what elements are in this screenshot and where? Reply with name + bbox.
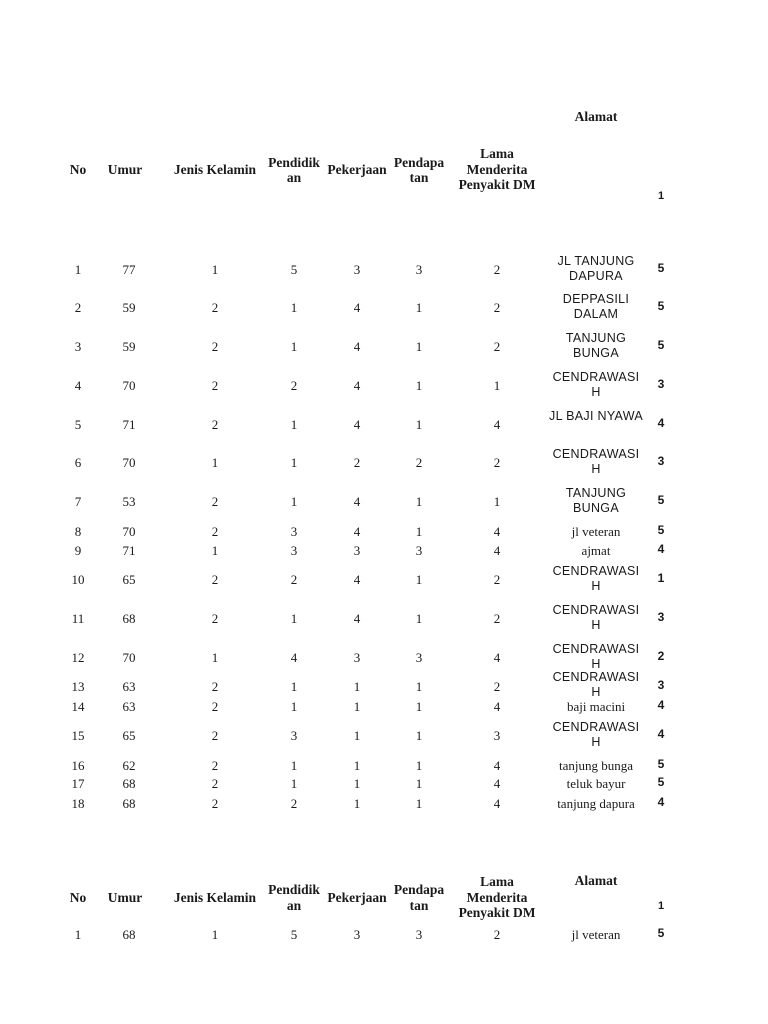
cell-umur: 59: [122, 339, 136, 354]
cell-umur: 63: [122, 699, 136, 714]
cell-pdpt: 1: [415, 378, 423, 393]
cell-last: 5: [657, 261, 665, 275]
cell-lama: 2: [493, 300, 501, 315]
cell-last: 3: [657, 610, 665, 624]
cell-pek: 4: [353, 524, 361, 539]
header-pendapatan-line1: Pendapa: [393, 155, 445, 170]
cell-lama: 2: [493, 611, 501, 626]
cell-umur: 59: [122, 300, 136, 315]
cell-lama: 4: [493, 543, 501, 558]
header-lama-line1: Lama: [480, 146, 514, 161]
cell-last: 5: [657, 493, 665, 507]
header-lama-line2: Menderita: [466, 162, 528, 177]
cell-jk: 2: [211, 378, 219, 393]
cell-no: 1: [74, 262, 82, 277]
cell-pend: 1: [290, 455, 298, 470]
cell-last: 5: [657, 757, 665, 771]
cell-pdpt: 1: [415, 796, 423, 811]
cell-pdpt: 1: [415, 494, 423, 509]
cell-pek: 4: [353, 494, 361, 509]
cell-umur: 68: [122, 927, 136, 942]
cell-pdpt: 3: [415, 262, 423, 277]
cell-alamat: [548, 670, 644, 700]
cell-alamat: CENDRAWASI H: [552, 564, 640, 593]
cell-alamat: DEPPASILI DALAM: [562, 292, 630, 321]
cell-umur: 70: [122, 650, 136, 665]
cell-last: 3: [657, 678, 665, 692]
cell-alamat: CENDRAWASI H: [552, 642, 640, 671]
cell-no: 8: [74, 524, 82, 539]
cell-pend: 1: [290, 776, 298, 791]
cell-pend: 3: [290, 524, 298, 539]
header-last-column: 1: [657, 900, 665, 912]
cell-alamat: JL TANJUNG DAPURA: [557, 254, 635, 283]
header-pendapatan-line1: Pendapa: [393, 882, 445, 897]
cell-pend: 1: [290, 699, 298, 714]
header-pekerjaan: Pekerjaan: [327, 162, 387, 177]
cell-pend: 2: [290, 378, 298, 393]
cell-pdpt: 1: [415, 300, 423, 315]
cell-jk: 2: [211, 699, 219, 714]
cell-pend: 3: [290, 728, 298, 743]
header-pendidikan-line1: Pendidik: [268, 155, 320, 170]
cell-jk: 2: [211, 300, 219, 315]
cell-no: 13: [71, 679, 85, 694]
cell-jk: 2: [211, 728, 219, 743]
cell-jk: 2: [211, 494, 219, 509]
cell-no: 2: [74, 300, 82, 315]
cell-umur: 70: [122, 378, 136, 393]
cell-jk: 2: [211, 758, 219, 773]
cell-umur: 65: [122, 572, 136, 587]
cell-umur: 70: [122, 524, 136, 539]
cell-pdpt: 1: [415, 524, 423, 539]
cell-alamat: CENDRAWASI H: [552, 603, 640, 632]
cell-alamat: tanjung dapura: [557, 796, 635, 811]
cell-pek: 3: [353, 543, 361, 558]
cell-no: 17: [71, 776, 85, 791]
cell-pdpt: 2: [415, 455, 423, 470]
cell-lama: 2: [493, 262, 501, 277]
cell-no: 7: [74, 494, 82, 509]
header-umur: Umur: [107, 890, 143, 905]
header-pendapatan-line2: tan: [409, 170, 429, 185]
cell-pek: 1: [353, 728, 361, 743]
cell-pend: 1: [290, 494, 298, 509]
cell-pdpt: 1: [415, 699, 423, 714]
cell-umur: 77: [122, 262, 136, 277]
cell-pdpt: 3: [415, 543, 423, 558]
cell-umur: 62: [122, 758, 136, 773]
cell-last: 2: [657, 649, 665, 663]
cell-pend: 1: [290, 417, 298, 432]
cell-pek: 4: [353, 417, 361, 432]
cell-pdpt: 1: [415, 728, 423, 743]
cell-no: 15: [71, 728, 85, 743]
cell-alamat: TANJUNG BUNGA: [565, 486, 627, 515]
cell-jk: 2: [211, 796, 219, 811]
cell-last: 4: [657, 542, 665, 556]
cell-lama: 3: [493, 728, 501, 743]
cell-last: 4: [657, 698, 665, 712]
cell-pek: 1: [353, 758, 361, 773]
cell-last: 5: [657, 926, 665, 940]
cell-umur: 65: [122, 728, 136, 743]
cell-pend: 1: [290, 611, 298, 626]
cell-pek: 2: [353, 455, 361, 470]
cell-no: 18: [71, 796, 85, 811]
cell-jk: 2: [211, 776, 219, 791]
cell-pdpt: 3: [415, 650, 423, 665]
cell-last: 4: [657, 795, 665, 809]
cell-pend: 5: [290, 262, 298, 277]
cell-lama: 2: [493, 679, 501, 694]
cell-pend: 1: [290, 758, 298, 773]
cell-lama: 4: [493, 650, 501, 665]
header-pendidikan-line2: an: [286, 170, 302, 185]
cell-pdpt: 1: [415, 679, 423, 694]
cell-jk: 2: [211, 417, 219, 432]
cell-alamat: tanjung bunga: [558, 758, 634, 773]
cell-no: 16: [71, 758, 85, 773]
cell-no: 12: [71, 650, 85, 665]
cell-jk: 2: [211, 679, 219, 694]
cell-pek: 4: [353, 572, 361, 587]
cell-jk: 2: [211, 524, 219, 539]
cell-alamat: jl veteran: [571, 927, 621, 942]
cell-jk: 1: [211, 650, 219, 665]
cell-last: 5: [657, 523, 665, 537]
cell-lama: 1: [493, 378, 501, 393]
cell-alamat: CENDRAWASI H: [552, 720, 640, 749]
cell-no: 1: [74, 927, 82, 942]
cell-jk: 1: [211, 455, 219, 470]
cell-umur: 53: [122, 494, 136, 509]
cell-pek: 3: [353, 927, 361, 942]
header-lama-line3: Penyakit DM: [458, 905, 536, 920]
header-jenis-kelamin: Jenis Kelamin: [173, 890, 257, 905]
cell-lama: 4: [493, 417, 501, 432]
cell-jk: 2: [211, 611, 219, 626]
cell-last: 4: [657, 416, 665, 430]
cell-alamat: CENDRAWASI H: [552, 370, 640, 399]
cell-pend: 2: [290, 796, 298, 811]
cell-lama: 2: [493, 572, 501, 587]
cell-pek: 4: [353, 300, 361, 315]
cell-umur: 68: [122, 776, 136, 791]
cell-last: 4: [657, 727, 665, 741]
cell-umur: 63: [122, 679, 136, 694]
header-no: No: [69, 890, 87, 905]
cell-pek: 1: [353, 679, 361, 694]
cell-alamat: TANJUNG BUNGA: [565, 331, 627, 360]
header-alamat: Alamat: [574, 109, 618, 124]
cell-umur: 68: [122, 611, 136, 626]
cell-lama: 4: [493, 758, 501, 773]
cell-pek: 3: [353, 262, 361, 277]
cell-pek: 3: [353, 650, 361, 665]
cell-no: 4: [74, 378, 82, 393]
header-lama-line1: Lama: [480, 874, 514, 889]
cell-lama: 4: [493, 796, 501, 811]
cell-umur: 71: [122, 543, 136, 558]
cell-alamat: ajmat: [581, 543, 611, 558]
cell-pend: 5: [290, 927, 298, 942]
cell-pek: 4: [353, 378, 361, 393]
cell-alamat: baji macini: [566, 699, 626, 714]
cell-pdpt: 3: [415, 927, 423, 942]
header-pendapatan-line2: tan: [409, 898, 429, 913]
cell-no: 10: [71, 572, 85, 587]
cell-last: 5: [657, 338, 665, 352]
cell-alamat: jl veteran: [571, 524, 621, 539]
cell-pek: 4: [353, 611, 361, 626]
cell-alamat: JL BAJI NYAWA: [549, 409, 643, 423]
header-lama-line3: Penyakit DM: [458, 177, 536, 192]
cell-pek: 1: [353, 699, 361, 714]
cell-pdpt: 1: [415, 417, 423, 432]
cell-jk: 1: [211, 927, 219, 942]
cell-alamat: CENDRAWASI H: [552, 447, 640, 476]
cell-no: 9: [74, 543, 82, 558]
cell-lama: 2: [493, 927, 501, 942]
cell-pend: 1: [290, 679, 298, 694]
cell-pdpt: 1: [415, 572, 423, 587]
cell-pend: 4: [290, 650, 298, 665]
cell-lama: 4: [493, 699, 501, 714]
cell-pend: 1: [290, 339, 298, 354]
cell-pdpt: 1: [415, 611, 423, 626]
cell-last: 1: [657, 571, 665, 585]
cell-pek: 1: [353, 796, 361, 811]
cell-pend: 2: [290, 572, 298, 587]
header-pendidikan-line1: Pendidik: [268, 882, 320, 897]
cell-umur: 71: [122, 417, 136, 432]
cell-last: 5: [657, 299, 665, 313]
cell-pend: 3: [290, 543, 298, 558]
cell-no: 14: [71, 699, 85, 714]
cell-lama: 4: [493, 776, 501, 791]
cell-lama: 4: [493, 524, 501, 539]
cell-pdpt: 1: [415, 339, 423, 354]
cell-umur: 70: [122, 455, 136, 470]
header-umur: Umur: [107, 162, 143, 177]
cell-alamat-text: CENDRAWASI H: [552, 670, 640, 699]
header-lama-line2: Menderita: [466, 890, 528, 905]
cell-jk: 1: [211, 543, 219, 558]
cell-no: 11: [71, 611, 85, 626]
cell-umur: 68: [122, 796, 136, 811]
cell-last: 3: [657, 454, 665, 468]
cell-last: 5: [657, 775, 665, 789]
cell-no: 5: [74, 417, 82, 432]
cell-pek: 1: [353, 776, 361, 791]
cell-alamat: teluk bayur: [566, 776, 626, 791]
cell-lama: 1: [493, 494, 501, 509]
cell-lama: 2: [493, 339, 501, 354]
header-last-column: 1: [657, 190, 665, 202]
header-no: No: [69, 162, 87, 177]
cell-jk: 2: [211, 339, 219, 354]
header-pendidikan-line2: an: [286, 898, 302, 913]
header-pekerjaan: Pekerjaan: [327, 890, 387, 905]
cell-pdpt: 1: [415, 776, 423, 791]
cell-no: 6: [74, 455, 82, 470]
cell-pek: 4: [353, 339, 361, 354]
cell-pdpt: 1: [415, 758, 423, 773]
cell-lama: 2: [493, 455, 501, 470]
cell-no: 3: [74, 339, 82, 354]
cell-last: 3: [657, 377, 665, 391]
header-jenis-kelamin: Jenis Kelamin: [173, 162, 257, 177]
cell-jk: 1: [211, 262, 219, 277]
cell-jk: 2: [211, 572, 219, 587]
cell-pend: 1: [290, 300, 298, 315]
header-alamat: Alamat: [574, 873, 618, 888]
